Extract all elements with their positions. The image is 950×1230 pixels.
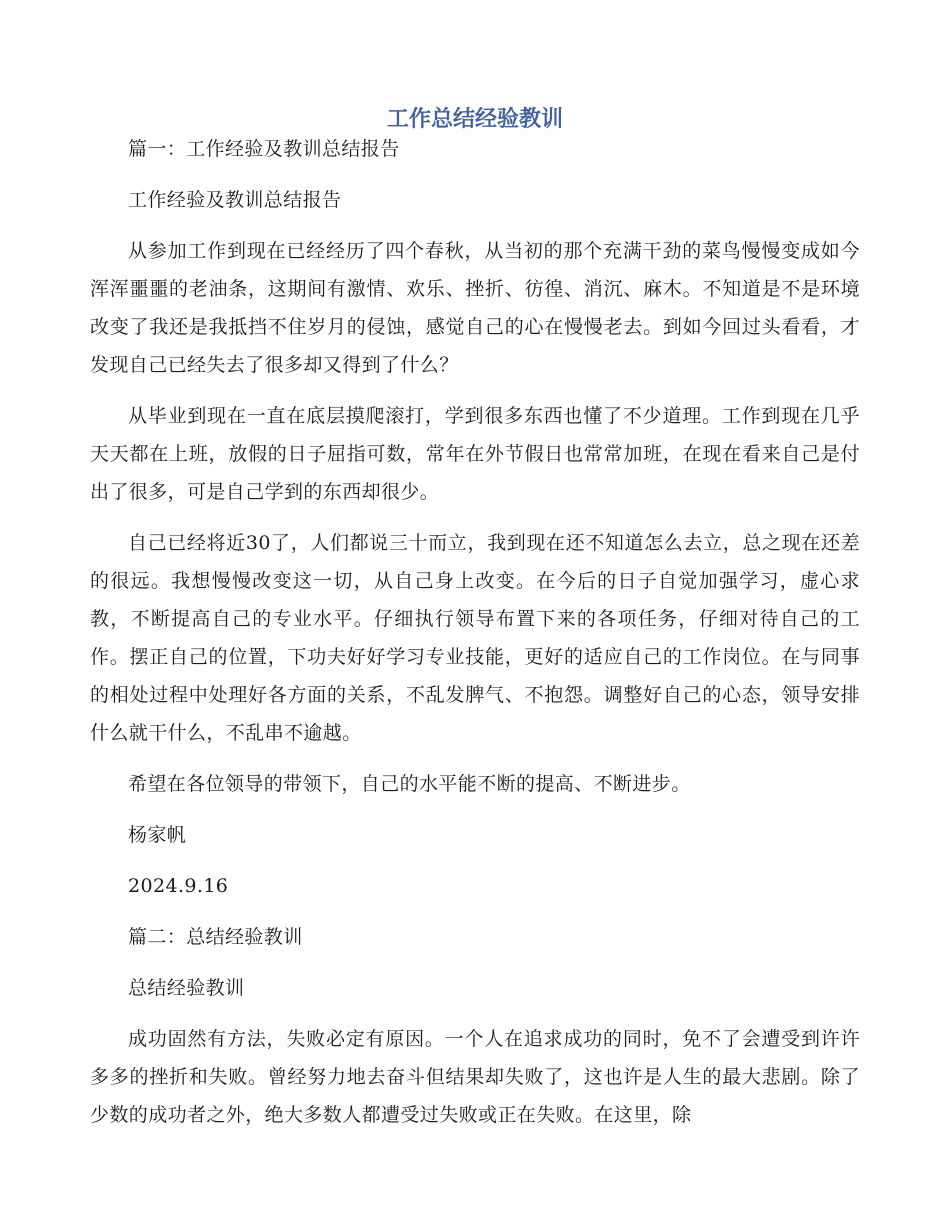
document-page xyxy=(90,104,860,1134)
body-paragraph: 从毕业到现在一直在底层摸爬滚打，学到很多东西也懂了不少道理。工作到现在几乎天天都在上班，放假的日子屈指可数，常年在外节假日也常常加班，在现在看来自己是付出了很多，可是自己学到的东西却很少。 xyxy=(90,405,860,503)
subsection-heading: 工作经验及教训总结报告 xyxy=(128,189,342,211)
body-paragraph: 从参加工作到现在已经经历了四个春秋，从当初的那个充满干劲的菜鸟慢慢变成如今浑浑噩噩的老油条，这期间有激情、欢乐、挫折、彷徨、消沉、麻木。不知道是不是环境改变了我还是我抵挡不住岁月的侵蚀，感觉自己的心在慢慢老去。到如今回过头看看，才发现自己已经失去了很多却又得到了什么？ xyxy=(90,240,860,376)
signature-date: 2024.9.16 xyxy=(128,875,229,897)
subsection-heading: 总结经验教训 xyxy=(128,977,245,999)
body-paragraph: 自己已经将近30了，人们都说三十而立，我到现在还不知道怎么去立，总之现在还差的很远。我想慢慢改变这一切，从自己身上改变。在今后的日子自觉加强学习，虚心求教，不断提高自己的专业水平。仔细执行领导布置下来的各项任务，仔细对待自己的工作。摆正自己的位置，下功夫好好学习专业技能，更好的适应自己的工作岗位。在与同事的相处过程中处理好各方面的关系，不乱发脾气、不抱怨。调整好自己的心态，领导安排什么就干什么，不乱串不逾越。 xyxy=(90,532,860,744)
signature-name: 杨家帆 xyxy=(128,824,187,846)
section-heading: 篇一：工作经验及教训总结报告 xyxy=(128,138,400,160)
body-paragraph: 成功固然有方法，失败必定有原因。一个人在追求成功的同时，免不了会遭受到许许多多的挫折和失败。曾经努力地去奋斗但结果却失败了，这也许是人生的最大悲剧。除了少数的成功者之外，绝大多数人都遭受过失败或正在失败。在这里，除 xyxy=(90,1028,860,1126)
body-paragraph: 希望在各位领导的带领下，自己的水平能不断的提高、不断进步。 xyxy=(128,773,691,795)
document-title: 工作总结经验教训 xyxy=(386,107,563,132)
section-heading: 篇二：总结经验教训 xyxy=(128,926,303,948)
